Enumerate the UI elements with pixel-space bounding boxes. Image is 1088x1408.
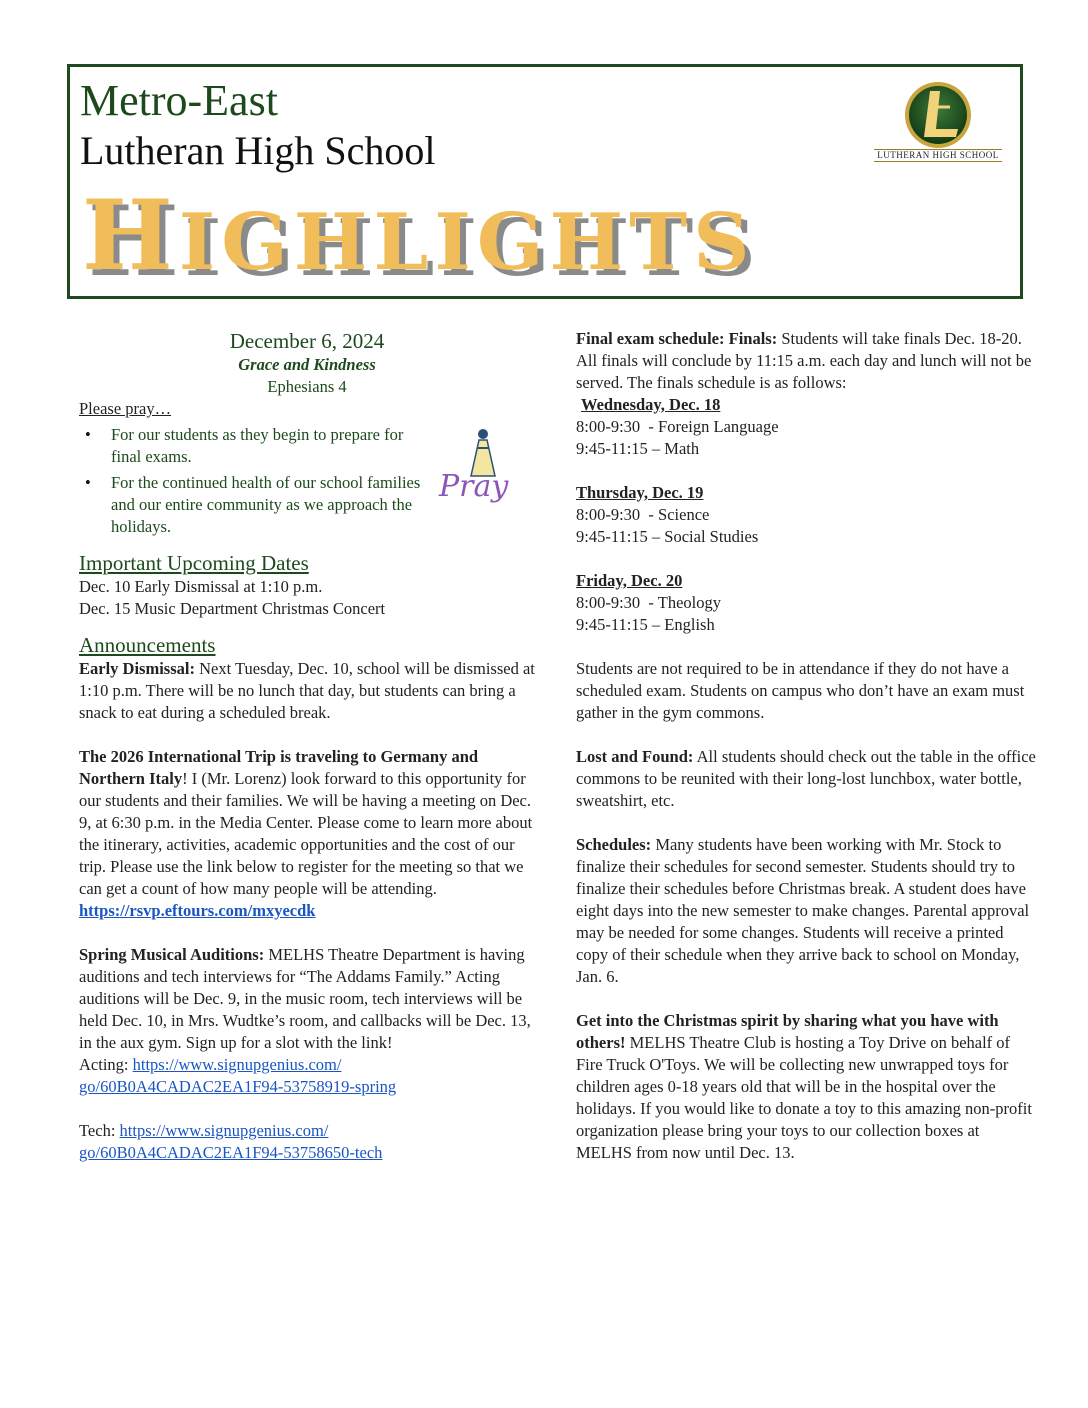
schedules-text: Many students have been working with Mr. Stock to finalize their schedules for second semester. Students should try to finalize their schedules before Christmas break. A student does have eight days into the new semester to make changes. Parental approval may be needed for some changes. Students will receive a printed copy of their schedule when they arrive back to school on Monday, Jan. 6. bbox=[576, 835, 1030, 986]
exam-day-title: Wednesday, Dec. 18 bbox=[581, 395, 721, 414]
exam-slot: 8:00-9:30 - Foreign Language bbox=[576, 417, 779, 436]
list-item bbox=[79, 472, 429, 538]
pray-list bbox=[79, 424, 429, 538]
lost-found-label: Lost and Found: bbox=[576, 747, 694, 766]
musical-label: Spring Musical Auditions: bbox=[79, 945, 265, 964]
early-dismissal-paragraph bbox=[79, 658, 535, 724]
christmas-paragraph bbox=[576, 1010, 1036, 1164]
early-dismissal-text: Next Tuesday, Dec. 10, school will be dismissed at 1:10 p.m. There will be no lunch that day, but students can bring a snack to eat during a scheduled break. bbox=[79, 659, 535, 722]
exam-slot: 8:00-9:30 - Theology bbox=[576, 593, 721, 612]
exam-day-title: Thursday, Dec. 19 bbox=[576, 483, 704, 502]
banner-initial: H bbox=[82, 179, 179, 292]
attendance-paragraph: Students are not required to be in attendance if they do not have a scheduled exam. Students on campus who don’t have an exam must gather in the gym commons. bbox=[576, 659, 1025, 722]
exam-slot: 9:45-11:15 – Math bbox=[576, 439, 700, 458]
trip-label: The 2026 International Trip is traveling to Germany and Northern Italy bbox=[79, 747, 479, 788]
early-dismissal-label: Early Dismissal: bbox=[79, 659, 195, 678]
exam-slot: 9:45-11:15 – English bbox=[576, 615, 715, 634]
school-logo-emblem-icon bbox=[874, 79, 1002, 149]
lost-found-paragraph bbox=[576, 746, 1036, 812]
upcoming-dates-title: Important Upcoming Dates bbox=[79, 551, 309, 575]
trip-paragraph bbox=[79, 746, 535, 900]
exam-day bbox=[576, 570, 1036, 636]
tech-label: Tech: bbox=[79, 1121, 120, 1140]
exam-day bbox=[576, 482, 1036, 548]
issue-theme: Grace and Kindness bbox=[238, 355, 376, 374]
trip-text: ! I (Mr. Lorenz) look forward to this opportunity for our students and their families. We will be having a meeting on Dec. 9, at 6:30 p.m. in the Media Center. Please come to learn more about the itinerary, activities, academic opportunities and the cost of our trip. Please use the link below to register for the meeting so that we can get a count of how many people will be attending. bbox=[79, 769, 533, 898]
school-name-line2: Lutheran High School bbox=[80, 128, 436, 173]
left-column bbox=[79, 328, 535, 1164]
right-column bbox=[576, 328, 1036, 1164]
school-logo bbox=[874, 79, 1002, 161]
schedules-label: Schedules: bbox=[576, 835, 652, 854]
musical-text: MELHS Theatre Department is having auditions and tech interviews for “The Addams Family.” Acting auditions will be Dec. 9, in the music room, tech interviews will be held Dec. 10, in Mrs. Wudtke’s room, and callbacks will be Dec. 13, in the aux gym. Sign up for a slot with the link! bbox=[79, 945, 531, 1052]
finals-paragraph bbox=[576, 328, 1036, 394]
musical-paragraph bbox=[79, 944, 535, 1054]
finals-text: Students will take finals Dec. 18-20. All finals will conclude by 11:15 a.m. each day and lunch will not be served. The finals schedule is as follows: bbox=[576, 329, 1032, 392]
exam-day bbox=[576, 394, 1036, 460]
finals-label: Final exam schedule: Finals: bbox=[576, 329, 778, 348]
trip-rsvp-link[interactable]: https://rsvp.eftours.com/mxyecdk bbox=[79, 901, 316, 920]
date-item: Dec. 10 Early Dismissal at 1:10 p.m. bbox=[79, 577, 323, 596]
issue-verse: Ephesians 4 bbox=[267, 377, 347, 396]
school-name-line1: Metro-East bbox=[80, 76, 278, 125]
pray-heading: Please pray… bbox=[79, 399, 172, 418]
lost-found-text: All students should check out the table in the office commons to be reunited with their long-lost lunchbox, water bottle, sweatshirt, etc. bbox=[576, 747, 1036, 810]
pray-item-text: For our students as they begin to prepare for final exams. bbox=[111, 425, 404, 466]
tech-link-part1[interactable]: https://www.signupgenius.com/ bbox=[119, 1121, 329, 1140]
acting-label: Acting: bbox=[79, 1055, 133, 1074]
banner-rest: IGHLIGHTS bbox=[178, 197, 756, 288]
logo-caption: LUTHERAN HIGH SCHOOL bbox=[874, 149, 1002, 162]
bullet-icon: • bbox=[85, 425, 91, 444]
bullet-icon: • bbox=[85, 473, 91, 492]
acting-link-part2[interactable]: go/60B0A4CADAC2EA1F94-53758919-spring bbox=[79, 1077, 397, 1096]
acting-signup bbox=[79, 1054, 535, 1098]
list-item bbox=[79, 424, 429, 468]
christmas-text: MELHS Theatre Club is hosting a Toy Drive on behalf of Fire Truck O'Toys. We will be collecting new unwrapped toys for children ages 0-18 years old that will be in the hospital over the holidays. If you would like to donate a toy to this amazing non-profit organization please bring your toys to our collection boxes at MELHS from now until Dec. 13. bbox=[576, 1033, 1032, 1162]
newsletter-header bbox=[67, 64, 1023, 299]
exam-slot: 8:00-9:30 - Science bbox=[576, 505, 710, 524]
praying-figure-icon bbox=[435, 424, 519, 508]
christmas-label: Get into the Christmas spirit by sharing what you have with others! bbox=[576, 1011, 999, 1052]
exam-day-title: Friday, Dec. 20 bbox=[576, 571, 683, 590]
exam-slot: 9:45-11:15 – Social Studies bbox=[576, 527, 759, 546]
acting-link-part1[interactable]: https://www.signupgenius.com/ bbox=[132, 1055, 342, 1074]
schedules-paragraph bbox=[576, 834, 1036, 988]
date-item: Dec. 15 Music Department Christmas Concert bbox=[79, 599, 386, 618]
tech-link-part2[interactable]: go/60B0A4CADAC2EA1F94-53758650-tech bbox=[79, 1143, 383, 1162]
issue-date: December 6, 2024 bbox=[229, 329, 385, 353]
pray-item-text: For the continued health of our school families and our entire community as we approach the holidays. bbox=[111, 473, 421, 536]
tech-signup bbox=[79, 1120, 535, 1164]
pray-image-text: Pray bbox=[439, 469, 509, 504]
announcements-title: Announcements bbox=[79, 633, 216, 657]
highlights-banner bbox=[82, 179, 1002, 292]
